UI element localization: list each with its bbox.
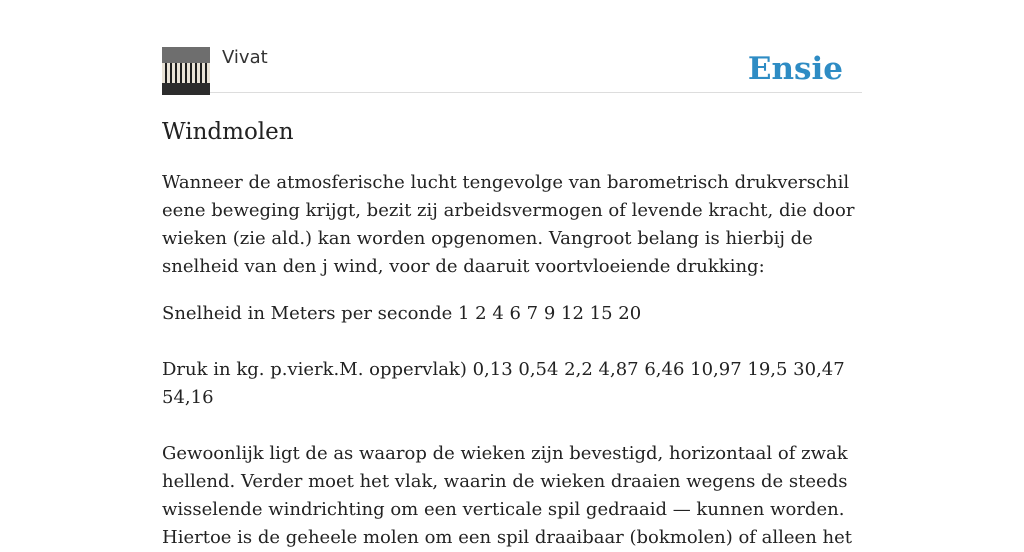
- paragraph: Wanneer de atmosferische lucht tengevolge van barometrisch drukverschil eene beweging krijgt, bezit zij arbeidsvermogen of levende kracht, die door wieken (zie ald.) kan worden opgenomen. Vangroot belang is hierbij de snelheid van den j wind, voor de daaruit voortvloeiende drukking:: [162, 172, 855, 277]
- avatar[interactable]: [162, 47, 210, 95]
- brand-logo[interactable]: Ensie: [747, 51, 843, 87]
- author-name[interactable]: Vivat: [222, 47, 268, 68]
- page-title: Windmolen: [162, 119, 294, 145]
- article-body: [162, 169, 862, 552]
- piano-keys-avatar-icon: [162, 47, 210, 95]
- paragraph: Gewoonlijk ligt de as waarop de wieken zijn bevestigd, horizontaal of zwak hellend. Verder moet het vlak, waarin de wieken draaien wegens de steeds wisselende windrichting om een verticale spil gedraaid — kunnen worden. Hiertoe is de geheele molen om een spil draaibaar (bokmolen) of alleen het: [162, 443, 853, 548]
- page: [162, 0, 862, 552]
- speed-row: Snelheid in Meters per seconde 1 2 4 6 7 9 12 15 20: [162, 303, 642, 324]
- pressure-row: Druk in kg. p.vierk.M. oppervlak) 0,13 0,54 2,2 4,87 6,46 10,97 19,5 30,47 54,16: [162, 359, 845, 408]
- header: [162, 0, 862, 93]
